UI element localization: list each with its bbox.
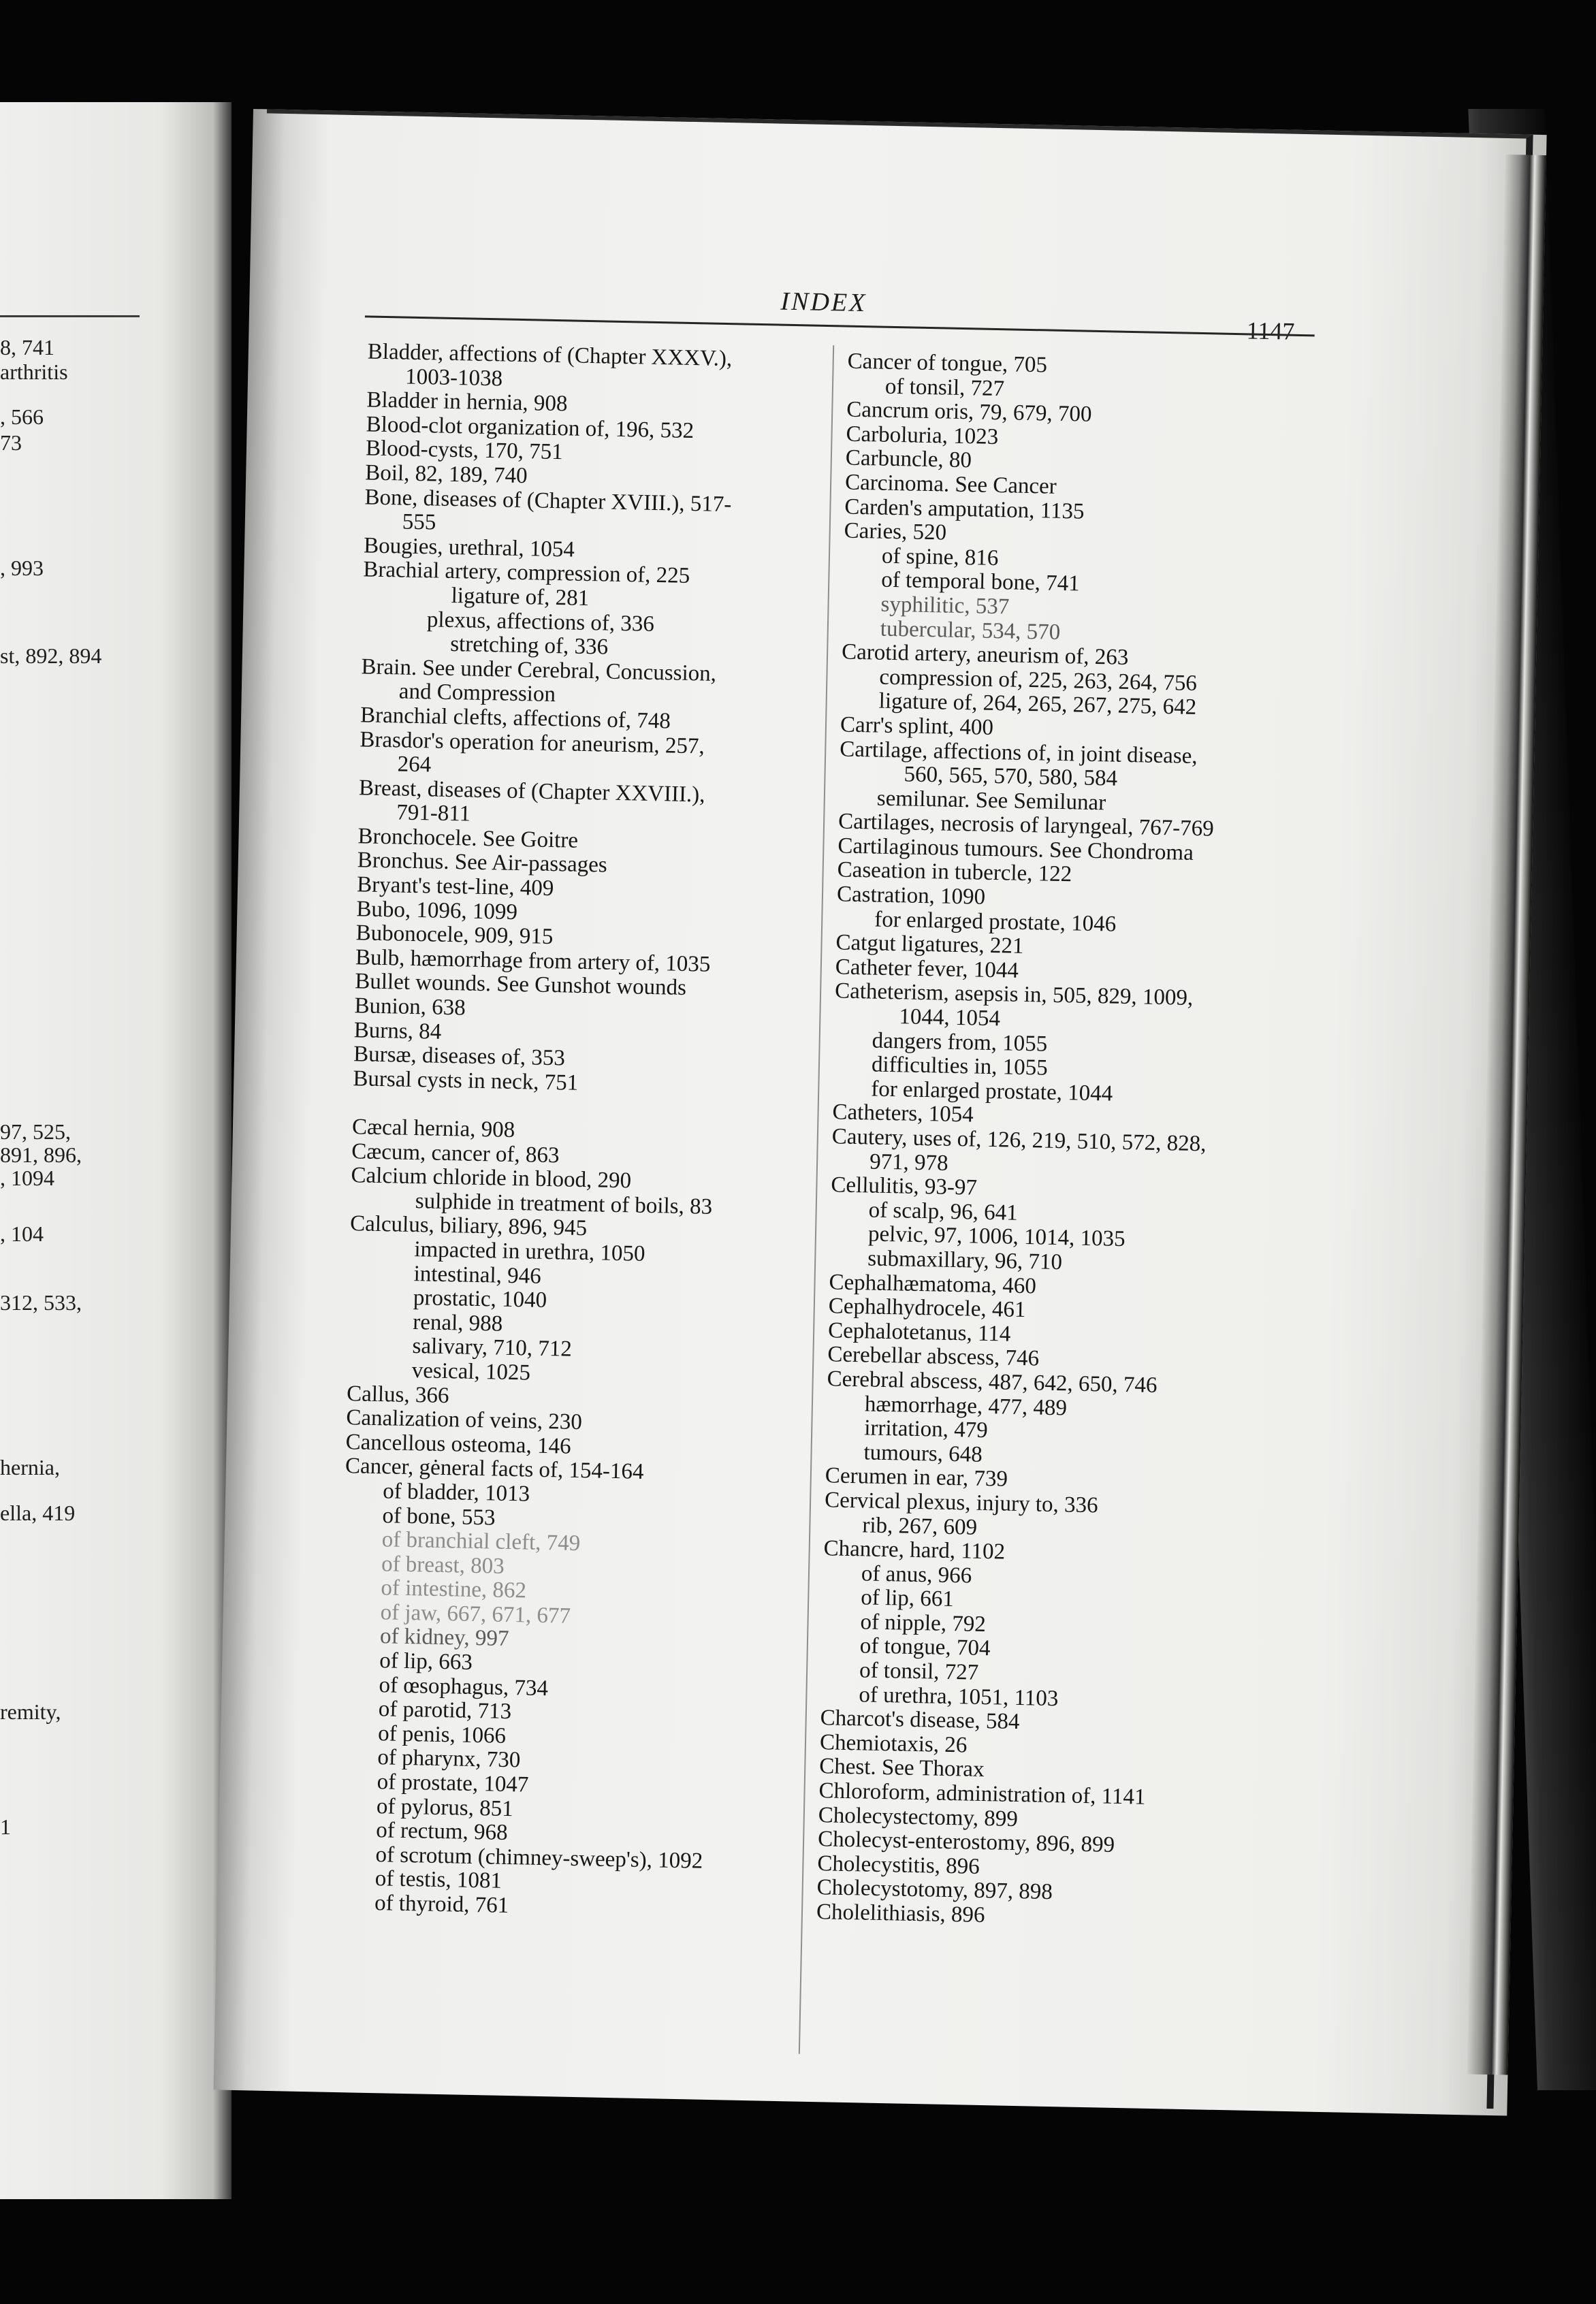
index-entry: Bladder, affections of (Chapter XXXV.),	[367, 339, 733, 372]
index-entry: irritation, 479	[863, 1415, 989, 1443]
index-entry: 791-811	[396, 800, 471, 827]
index-entry: prostatic, 1040	[413, 1285, 547, 1313]
index-entry: of anus, 966	[861, 1561, 972, 1588]
index-entry: Cholecyst-enterostomy, 896, 899	[817, 1827, 1115, 1858]
index-entry: of thyroid, 761	[374, 1891, 509, 1919]
index-entry: Cerebral abscess, 487, 642, 650, 746	[827, 1366, 1158, 1398]
index-entry: of scrotum (chimney-sweep's), 1092	[375, 1842, 703, 1874]
index-entry: Calculus, biliary, 896, 945	[349, 1211, 588, 1241]
index-entry: of temporal bone, 741	[880, 567, 1081, 596]
index-entry: Brasdor's operation for aneurism, 257,	[360, 726, 705, 758]
index-entry: Bullet wounds. See Gunshot wounds	[354, 969, 687, 1001]
index-entry: Callus, 366	[346, 1381, 449, 1408]
index-entry: Bulb, hæmorrhage from artery of, 1035	[355, 945, 711, 977]
left-facing-page	[0, 102, 232, 2199]
index-entry: Cancrum oris, 79, 679, 700	[846, 397, 1092, 427]
index-entry: Cartilages, necrosis of laryngeal, 767-769	[837, 809, 1215, 842]
index-entry: 1003-1038	[404, 364, 503, 391]
index-entry: Chemiotaxis, 26	[819, 1730, 968, 1758]
index-entry: Cancer, gėneral facts of, 154-164	[345, 1454, 644, 1485]
left-fragment: 97, 525,	[0, 1119, 71, 1144]
index-entry: of pharynx, 730	[377, 1745, 521, 1773]
index-entry: Chloroform, administration of, 1141	[818, 1778, 1146, 1810]
index-entry: of penis, 1066	[377, 1721, 507, 1748]
index-entry: Bubo, 1096, 1099	[356, 896, 518, 925]
index-entry: Carr's splint, 400	[840, 712, 994, 740]
index-entry: Cautery, uses of, 126, 219, 510, 572, 828,	[831, 1124, 1207, 1157]
index-entry: Blood-clot organization of, 196, 532	[366, 412, 695, 443]
index-entry: Cartilaginous tumours. See Chondroma	[837, 833, 1194, 865]
index-entry: of tonsil, 727	[859, 1658, 979, 1685]
index-entry: Caries, 520	[844, 518, 947, 545]
index-entry: salivary, 710, 712	[412, 1334, 573, 1362]
index-entry: of testis, 1081	[374, 1866, 502, 1894]
left-fragment: remity,	[0, 1699, 61, 1724]
index-entry: of lip, 663	[379, 1648, 473, 1675]
index-entry: intestinal, 946	[413, 1261, 542, 1289]
index-entry: ligature of, 264, 265, 267, 275, 642	[878, 688, 1197, 720]
running-title: INDEX	[780, 287, 867, 318]
index-entry: Carboluria, 1023	[846, 421, 999, 449]
index-entry: Catheterism, asepsis in, 505, 829, 1009,	[834, 978, 1194, 1011]
index-entry: of bone, 553	[382, 1503, 496, 1531]
index-entry: Brachial artery, compression of, 225	[363, 557, 690, 589]
index-entry: Cholecystitis, 896	[817, 1851, 980, 1879]
index-entry: plexus, affections of, 336	[426, 607, 655, 637]
left-fragment: , 993	[0, 556, 44, 580]
index-column-left	[336, 340, 817, 1923]
index-entry: Carbuncle, 80	[845, 445, 972, 473]
index-entry: of bladder, 1013	[382, 1479, 530, 1507]
index-entry: and Compression	[398, 679, 556, 707]
index-entry: Chancre, hard, 1102	[823, 1536, 1006, 1565]
left-fragment: hernia,	[0, 1455, 60, 1479]
index-entry: difficulties in, 1055	[871, 1052, 1049, 1081]
left-fragment: , 104	[0, 1221, 44, 1246]
index-entry: 971, 978	[869, 1149, 948, 1176]
index-entry: Bougies, urethral, 1054	[363, 533, 575, 562]
index-entry: sulphide in treatment of boils, 83	[415, 1188, 713, 1219]
index-entry: Brain. See under Cerebral, Concussion,	[361, 654, 717, 686]
index-entry: Boil, 82, 189, 740	[364, 460, 528, 489]
index-entry: compression of, 225, 263, 264, 756	[879, 665, 1198, 696]
index-entry: rib, 267, 609	[862, 1512, 978, 1540]
index-entry: Cellulitis, 93-97	[831, 1172, 978, 1200]
index-entry: 555	[402, 509, 436, 535]
index-entry: stretching of, 336	[449, 632, 609, 660]
index-entry: tubercular, 534, 570	[880, 616, 1061, 645]
index-entry: Cancer of tongue, 705	[847, 349, 1048, 378]
index-entry: Calcium chloride in blood, 290	[351, 1163, 632, 1194]
index-entry: of tonsil, 727	[884, 374, 1005, 401]
index-entry: pelvic, 97, 1006, 1014, 1035	[867, 1221, 1126, 1252]
index-entry: impacted in urethra, 1050	[414, 1237, 645, 1266]
left-fragment: , 566	[0, 404, 44, 429]
index-entry: renal, 988	[412, 1309, 503, 1337]
page-number: 1147	[1246, 317, 1295, 345]
index-page	[214, 109, 1547, 2116]
index-entry: of rectum, 968	[375, 1818, 508, 1846]
index-entry: Cholelithiasis, 896	[816, 1900, 985, 1928]
left-fragment: st, 892, 894	[0, 643, 102, 668]
index-entry: Blood-cysts, 170, 751	[365, 436, 563, 465]
left-fragment: 8, 741	[0, 335, 54, 359]
index-entry: Catheters, 1054	[832, 1100, 974, 1127]
index-entry: of breast, 803	[381, 1551, 505, 1579]
index-entry: Bladder in hernia, 908	[366, 387, 568, 417]
index-entry: 1044, 1054	[899, 1004, 1001, 1031]
index-entry: Cancellous osteoma, 146	[345, 1429, 571, 1459]
left-fragment: 73	[0, 430, 22, 455]
index-entry: of jaw, 667, 671, 677	[380, 1600, 571, 1629]
index-entry: Breast, diseases of (Chapter XXVIII.),	[358, 775, 705, 807]
index-entry: of kidney, 997	[379, 1624, 509, 1652]
index-entry: of pylorus, 851	[376, 1793, 514, 1821]
left-fragment: ella, 419	[0, 1501, 76, 1525]
left-fragment: 1	[0, 1814, 11, 1839]
index-entry: syphilitic, 537	[880, 592, 1010, 620]
index-entry: Cæcum, cancer of, 863	[351, 1138, 560, 1168]
index-entry: ligature of, 281	[451, 583, 590, 611]
left-fragment: 312, 533,	[0, 1290, 82, 1315]
index-entry: Bunion, 638	[354, 993, 466, 1021]
index-entry: of œsophagus, 734	[379, 1672, 549, 1701]
index-entry: for enlarged prostate, 1046	[874, 907, 1117, 937]
index-entry: Cholecystectomy, 899	[818, 1802, 1019, 1831]
index-entry: of urethra, 1051, 1103	[859, 1682, 1059, 1711]
index-entry: 560, 565, 570, 580, 584	[904, 762, 1118, 791]
index-entry: of parotid, 713	[378, 1697, 512, 1725]
index-entry: Cephalhæmatoma, 460	[829, 1269, 1037, 1298]
index-entry: submaxillary, 96, 710	[867, 1246, 1063, 1275]
index-entry: of spine, 816	[881, 543, 999, 571]
index-entry: Charcot's disease, 584	[820, 1706, 1020, 1735]
index-entry: of nipple, 792	[860, 1610, 987, 1637]
index-entry: 264	[397, 752, 432, 778]
index-entry: Carcinoma. See Cancer	[844, 470, 1057, 499]
index-entry: hæmorrhage, 477, 489	[864, 1391, 1068, 1420]
index-column-right	[816, 350, 1318, 1934]
index-entry: of prostate, 1047	[377, 1770, 529, 1797]
index-entry: Cerebellar abscess, 746	[827, 1342, 1040, 1371]
index-entry: Catheter fever, 1044	[835, 955, 1019, 983]
index-entry: Bursal cysts in neck, 751	[353, 1066, 579, 1095]
index-entry: Bronchocele. See Goitre	[357, 824, 579, 853]
index-entry: Cæcal hernia, 908	[351, 1115, 515, 1143]
index-entry: Cholecystotomy, 897, 898	[816, 1875, 1053, 1905]
index-entry: Cartilage, affections of, in joint disease,	[839, 736, 1198, 769]
left-page-header-rule	[0, 315, 140, 317]
index-entry: Bursæ, diseases of, 353	[353, 1042, 566, 1071]
left-fragment: 891, 896,	[0, 1142, 82, 1167]
index-entry: of scalp, 96, 641	[868, 1198, 1019, 1226]
index-entry: Catgut ligatures, 221	[835, 930, 1024, 959]
index-entry: vesical, 1025	[411, 1358, 531, 1386]
index-entry: semilunar. See Semilunar	[876, 786, 1106, 816]
index-entry: Castration, 1090	[836, 882, 986, 910]
index-entry: Bubonocele, 909, 915	[355, 921, 554, 950]
index-entry: of branchial cleft, 749	[381, 1527, 581, 1556]
index-entry: Canalization of veins, 230	[346, 1405, 583, 1435]
index-entry: Carotid artery, aneurism of, 263	[841, 639, 1129, 671]
index-entry: of intestine, 862	[381, 1575, 527, 1603]
index-entry: tumours, 648	[863, 1440, 983, 1467]
index-entry: Bryant's test-line, 409	[356, 872, 554, 901]
index-entry: of lip, 661	[860, 1585, 955, 1612]
index-entry: for enlarged prostate, 1044	[870, 1076, 1113, 1106]
index-entry: Cerumen in ear, 739	[825, 1463, 1008, 1492]
index-entry: Branchial clefts, affections of, 748	[360, 703, 671, 734]
index-entry: dangers from, 1055	[872, 1028, 1048, 1057]
index-entry: Carden's amputation, 1135	[844, 494, 1085, 524]
index-entry: Bronchus. See Air-passages	[357, 848, 608, 878]
index-entry: Cervical plexus, injury to, 336	[824, 1488, 1098, 1518]
index-entry: Bone, diseases of (Chapter XVIII.), 517-	[364, 484, 732, 517]
left-fragment: , 1094	[0, 1166, 54, 1190]
index-entry: Cephalotetanus, 114	[827, 1318, 1011, 1347]
index-entry: Cephalhydrocele, 461	[828, 1294, 1026, 1323]
index-entry: Caseation in tubercle, 122	[837, 857, 1072, 887]
left-fragment: arthritis	[0, 359, 68, 384]
index-entry: Chest. See Thorax	[818, 1754, 985, 1782]
index-entry: Burns, 84	[353, 1017, 442, 1044]
index-entry: of tongue, 704	[859, 1633, 991, 1661]
